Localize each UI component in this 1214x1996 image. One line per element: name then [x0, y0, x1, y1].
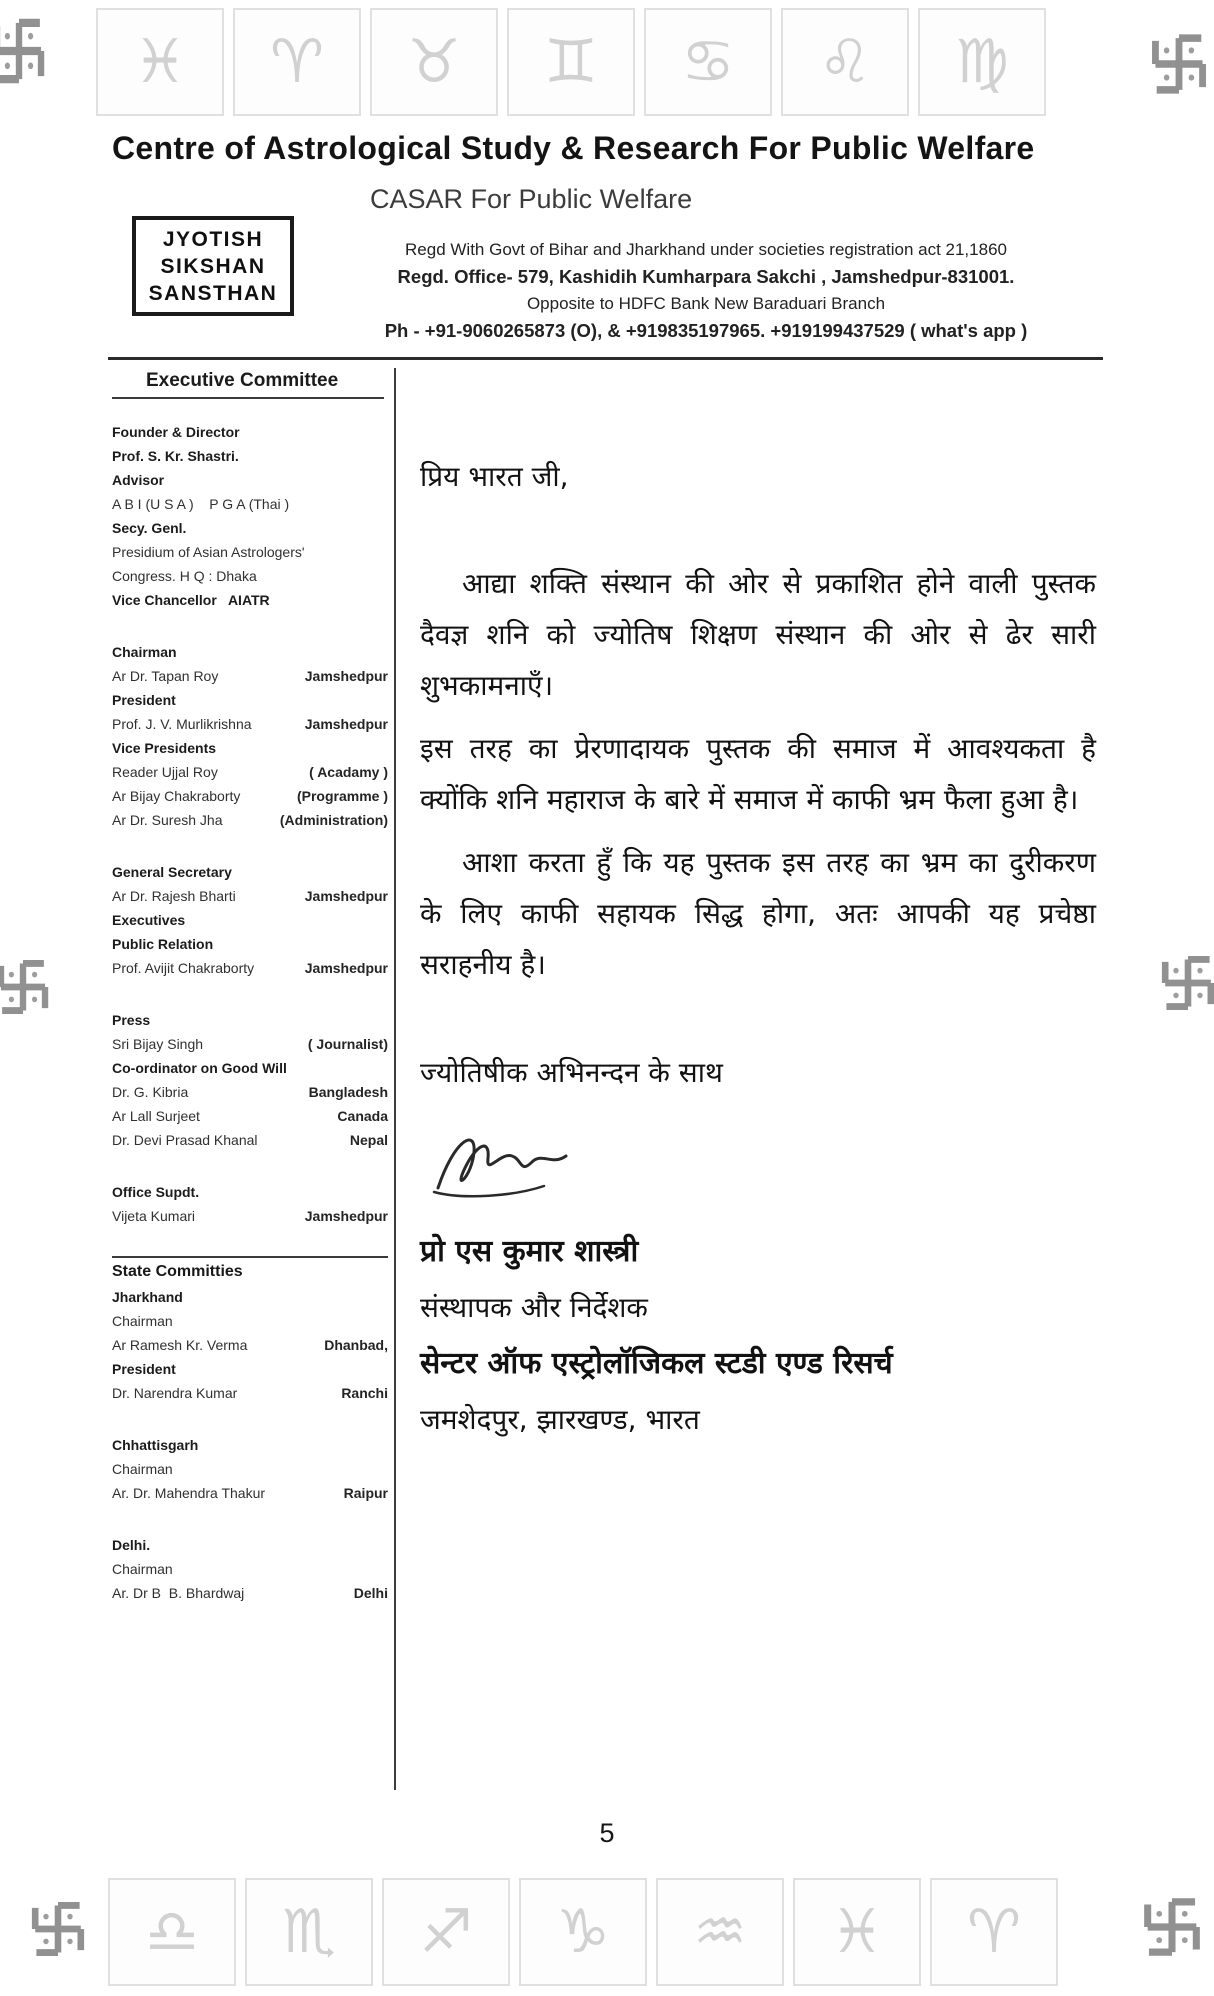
committee-entry-text: Public Relation — [112, 936, 214, 952]
committee-entry — [112, 1357, 388, 1381]
committee-entry — [112, 1381, 388, 1405]
committee-entry-location: Jamshedpur — [304, 888, 388, 904]
committee-entry — [112, 808, 388, 832]
committee-group — [112, 420, 388, 612]
committee-entry-location: (Administration) — [279, 812, 388, 828]
committee-entry-location: Jamshedpur — [304, 1208, 388, 1224]
committee-entry-location: Jamshedpur — [304, 960, 388, 976]
committee-entry-location: Raipur — [343, 1485, 388, 1501]
swastika-icon — [1148, 30, 1210, 98]
committee-entry-text: Ar. Dr. Mahendra Thakur — [112, 1485, 266, 1501]
committee-entry-text: Chairman — [112, 644, 177, 660]
committee-entry — [112, 444, 388, 468]
committee-entry-text: Reader Ujjal Roy — [112, 764, 218, 780]
registration-details — [312, 236, 1100, 344]
committee-entry-location: Jamshedpur — [304, 668, 388, 684]
letter-body — [420, 452, 1096, 1448]
committee-entry — [112, 1481, 388, 1505]
committee-entry — [112, 884, 388, 908]
executive-committee-header — [112, 370, 384, 399]
swastika-icon — [0, 14, 48, 88]
committee-entry — [112, 1008, 388, 1032]
decor-tile: ♉ — [370, 8, 498, 116]
committee-entry — [112, 420, 388, 444]
committee-group — [112, 1008, 388, 1152]
committee-entry-text: Ar Dr. Tapan Roy — [112, 668, 219, 684]
committee-entry — [112, 1533, 388, 1557]
committee-entry — [112, 712, 388, 736]
committee-entry-location: Bangladesh — [308, 1084, 388, 1100]
decor-tile: ♎ — [108, 1878, 236, 1986]
executive-committee-title: Executive Committee — [146, 370, 339, 391]
committee-entry-text: Secy. Genl. — [112, 520, 187, 536]
committee-group — [112, 860, 388, 980]
committee-entry — [112, 564, 388, 588]
decor-tile: ♒ — [656, 1878, 784, 1986]
committee-entry — [112, 1080, 388, 1104]
committee-entry-text: Vice Chancellor AIATR — [112, 592, 270, 608]
committee-entry-text: Office Supdt. — [112, 1184, 200, 1200]
decor-tile: ♍ — [918, 8, 1046, 116]
committee-entry-text: Chairman — [112, 1461, 173, 1477]
swastika-icon — [0, 956, 52, 1018]
committee-entry-text: Ar. Dr B B. Bhardwaj — [112, 1585, 245, 1601]
committee-entry-text: Ar Dr. Rajesh Bharti — [112, 888, 236, 904]
committee-entry-text: Vice Presidents — [112, 740, 217, 756]
committee-entry-text: Jharkhand — [112, 1289, 183, 1305]
committee-entry-location: (Programme ) — [296, 788, 388, 804]
committee-entry — [112, 492, 388, 516]
committee-entry-text: Presidium of Asian Astrologers' — [112, 544, 305, 560]
committee-entry-location: Canada — [337, 1108, 388, 1124]
committee-entry-text: President — [112, 1361, 176, 1377]
committee-entry — [112, 736, 388, 760]
decor-tile-row-bottom — [108, 1878, 1058, 1986]
letter-salutation: प्रिय भारत जी, — [420, 460, 569, 493]
committee-entry — [112, 516, 388, 540]
decor-tile: ♑ — [519, 1878, 647, 1986]
committee-entry — [112, 860, 388, 884]
committee-entry — [112, 1333, 388, 1357]
signatory-organization: सेन्टर ऑफ एस्ट्रोलॉजिकल स्टडी एण्ड रिसर्च — [420, 1346, 893, 1381]
committee-entry — [112, 1056, 388, 1080]
decor-tile: ♏ — [245, 1878, 373, 1986]
committee-entry — [112, 588, 388, 612]
page-number: 5 — [599, 1818, 615, 1848]
committee-entry-text: Founder & Director — [112, 424, 240, 440]
committee-entry-location: Nepal — [349, 1132, 388, 1148]
committee-entry-text: Ar Ramesh Kr. Verma — [112, 1337, 248, 1353]
handwritten-signature — [424, 1122, 614, 1204]
letter-paragraphs — [420, 558, 1096, 990]
organization-title: Centre of Astrological Study & Research For Public Welfare — [112, 130, 1035, 166]
committee-entry — [112, 956, 388, 980]
committee-group — [112, 1256, 388, 1405]
header-divider — [108, 357, 1103, 360]
committee-entry-text: Sri Bijay Singh — [112, 1036, 204, 1052]
committee-entry-text: Ar Bijay Chakraborty — [112, 788, 241, 804]
letter-paragraph: आशा करता हुँ कि यह पुस्तक इस तरह का भ्रम का दुरीकरण के लिए काफी सहायक सिद्ध होगा, अतः आपकी यह प्रचेष्ठा सराहनीय है। — [420, 846, 1096, 981]
decor-tile: ♈ — [233, 8, 361, 116]
committee-entry — [112, 932, 388, 956]
decor-tile: ♌ — [781, 8, 909, 116]
committee-entry-location: Jamshedpur — [304, 716, 388, 732]
swastika-icon — [28, 1898, 88, 1960]
organization-subtitle: CASAR For Public Welfare — [370, 184, 693, 214]
state-committees-heading: State Committies — [112, 1256, 388, 1281]
registration-line: Regd With Govt of Bihar and Jharkhand under societies registration act 21,1860 — [405, 240, 1007, 259]
decor-tile: ♐ — [382, 1878, 510, 1986]
committee-entry-text: Chairman — [112, 1561, 173, 1577]
committee-entry-text: Prof. J. V. Murlikrishna — [112, 716, 252, 732]
committee-entry — [112, 1128, 388, 1152]
signatory-name: प्रो एस कुमार शास्त्री — [420, 1234, 639, 1269]
swastika-icon — [1140, 1894, 1204, 1960]
committee-list — [112, 420, 388, 1633]
committee-entry — [112, 468, 388, 492]
committee-entry-text: Prof. S. Kr. Shastri. — [112, 448, 239, 464]
committee-entry — [112, 1032, 388, 1056]
committee-group — [112, 1533, 388, 1605]
committee-entry — [112, 1581, 388, 1605]
decor-tile: ♓ — [96, 8, 224, 116]
committee-entry-text: Chairman — [112, 1313, 173, 1329]
phone-line: Ph - +91-9060265873 (O), & +919835197965. +919199437529 ( what's app ) — [384, 320, 1028, 341]
committee-entry-location: Delhi — [353, 1585, 388, 1601]
logo-line: SANSTHAN — [148, 281, 278, 305]
committee-entry-text: Ar Lall Surjeet — [112, 1108, 200, 1124]
committee-group — [112, 1433, 388, 1505]
committee-entry-text: Press — [112, 1012, 151, 1028]
logo-line: SIKSHAN — [160, 254, 266, 278]
committee-entry — [112, 1557, 388, 1581]
committee-entry — [112, 1433, 388, 1457]
office-address-line: Regd. Office- 579, Kashidih Kumharpara Sakchi , Jamshedpur-831001. — [397, 266, 1015, 287]
decor-tile: ♈ — [930, 1878, 1058, 1986]
committee-entry — [112, 1285, 388, 1309]
committee-entry — [112, 760, 388, 784]
committee-entry-text: President — [112, 692, 176, 708]
letter-paragraph: इस तरह का प्रेरणादायक पुस्तक की समाज में आवश्यकता है क्योंकि शनि महाराज के बारे में समाज में काफी भ्रम फैला हुआ है। — [420, 732, 1096, 816]
committee-group — [112, 1180, 388, 1228]
committee-entry-location: Dhanbad, — [324, 1337, 388, 1353]
committee-entry-location: ( Acadamy ) — [309, 764, 388, 780]
committee-entry — [112, 540, 388, 564]
committee-entry-location: Ranchi — [341, 1385, 388, 1401]
letter-closing: ज्योतिषीक अभिनन्दन के साथ — [420, 1056, 723, 1089]
swastika-icon — [1158, 952, 1214, 1014]
decor-tile: ♊ — [507, 8, 635, 116]
committee-group — [112, 640, 388, 832]
committee-entry — [112, 1457, 388, 1481]
committee-entry — [112, 664, 388, 688]
letter-paragraph: आद्या शक्ति संस्थान की ओर से प्रकाशित होने वाली पुस्तक दैवज्ञ शनि को ज्योतिष शिक्षण संस्थान की ओर से ढेर सारी शुभकामनाएँ। — [420, 567, 1096, 702]
committee-entry — [112, 1204, 388, 1228]
committee-entry-text: Executives — [112, 912, 186, 928]
landmark-line: Opposite to HDFC Bank New Baraduari Branch — [526, 294, 886, 313]
committee-entry — [112, 1309, 388, 1333]
committee-entry-text: General Secretary — [112, 864, 232, 880]
committee-entry-text: Vijeta Kumari — [112, 1208, 196, 1224]
column-divider — [394, 368, 396, 1790]
committee-entry-text: A B I (U S A ) P G A (Thai ) — [112, 496, 290, 512]
committee-entry-text: Ar Dr. Suresh Jha — [112, 812, 223, 828]
committee-entry-text: Co-ordinator on Good Will — [112, 1060, 287, 1076]
signatory-designation: संस्थापक और निर्देशक — [420, 1291, 648, 1324]
committee-entry — [112, 908, 388, 932]
committee-entry — [112, 688, 388, 712]
committee-entry-text: Dr. Narendra Kumar — [112, 1385, 238, 1401]
committee-entry-text: Prof. Avijit Chakraborty — [112, 960, 255, 976]
signatory-location: जमशेदपुर, झारखण्ड, भारत — [420, 1403, 700, 1436]
committee-entry-text: Chhattisgarh — [112, 1437, 199, 1453]
jyotish-sikshan-sansthan-logo — [132, 216, 294, 316]
committee-entry — [112, 784, 388, 808]
committee-entry-text: Dr. Devi Prasad Khanal — [112, 1132, 258, 1148]
decor-tile: ♋ — [644, 8, 772, 116]
committee-entry — [112, 1104, 388, 1128]
committee-entry — [112, 1180, 388, 1204]
decor-tile: ♓ — [793, 1878, 921, 1986]
committee-entry — [112, 640, 388, 664]
committee-entry-location: ( Journalist) — [307, 1036, 388, 1052]
committee-entry-text: Advisor — [112, 472, 165, 488]
committee-entry-text: Congress. H Q : Dhaka — [112, 568, 257, 584]
logo-line: JYOTISH — [162, 227, 264, 251]
committee-entry-text: Delhi. — [112, 1537, 151, 1553]
decor-tile-row-top — [96, 8, 1046, 116]
committee-entry-text: Dr. G. Kibria — [112, 1084, 189, 1100]
